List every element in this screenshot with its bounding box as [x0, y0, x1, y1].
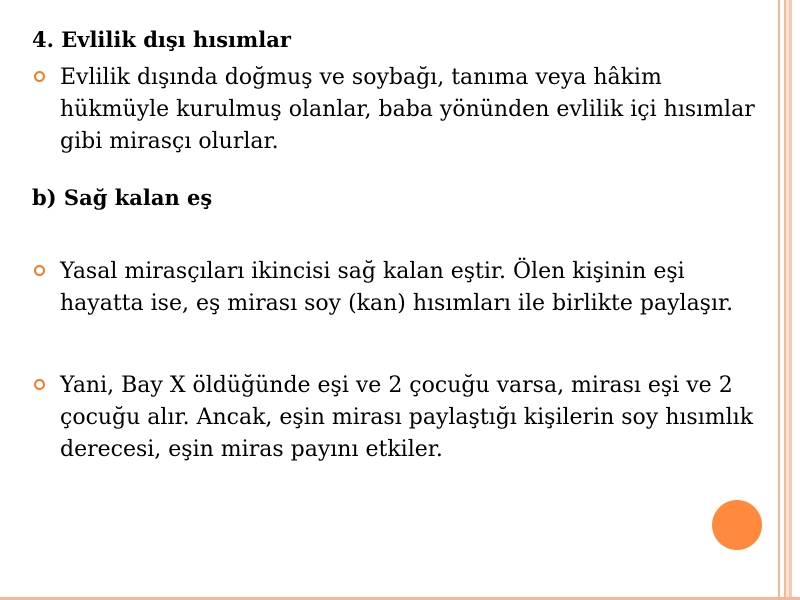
- bullet-circle-icon: [34, 379, 45, 390]
- bullet-item-2: [32, 256, 760, 320]
- decorative-orange-circle-icon: [712, 500, 762, 550]
- right-border-frame: [778, 0, 800, 600]
- frame-line: [778, 0, 780, 600]
- bullet-text-1: Evlilik dışında doğmuş ve soybağı, tanıma veya hâkim hükmüyle kurulmuş olanlar, baba yönünden evlilik içi hısımlar gibi mirasçı olurlar.: [60, 65, 755, 154]
- frame-line: [789, 0, 792, 600]
- section-heading-2: b) Sağ kalan eş: [32, 185, 213, 210]
- bullet-text-2: Yasal mirasçıları ikincisi sağ kalan eştir. Ölen kişinin eşi hayatta ise, eş mirası soy (kan) hısımları ile birlikte paylaşır.: [60, 259, 734, 316]
- bullet-text-3: Yani, Bay X öldüğünde eşi ve 2 çocuğu varsa, mirası eşi ve 2 çocuğu alır. Ancak, eşin mirası paylaştığı kişilerin soy hısımlık derecesi, eşin miras payını etkiler.: [60, 373, 754, 462]
- bullet-circle-icon: [34, 265, 45, 276]
- section-heading-1: 4. Evlilik dışı hısımlar: [32, 27, 291, 52]
- bullet-circle-icon: [34, 71, 45, 82]
- bullet-item-1: [32, 62, 760, 158]
- bullet-item-3: [32, 370, 760, 466]
- slide-content: [32, 26, 760, 466]
- frame-line: [784, 0, 786, 600]
